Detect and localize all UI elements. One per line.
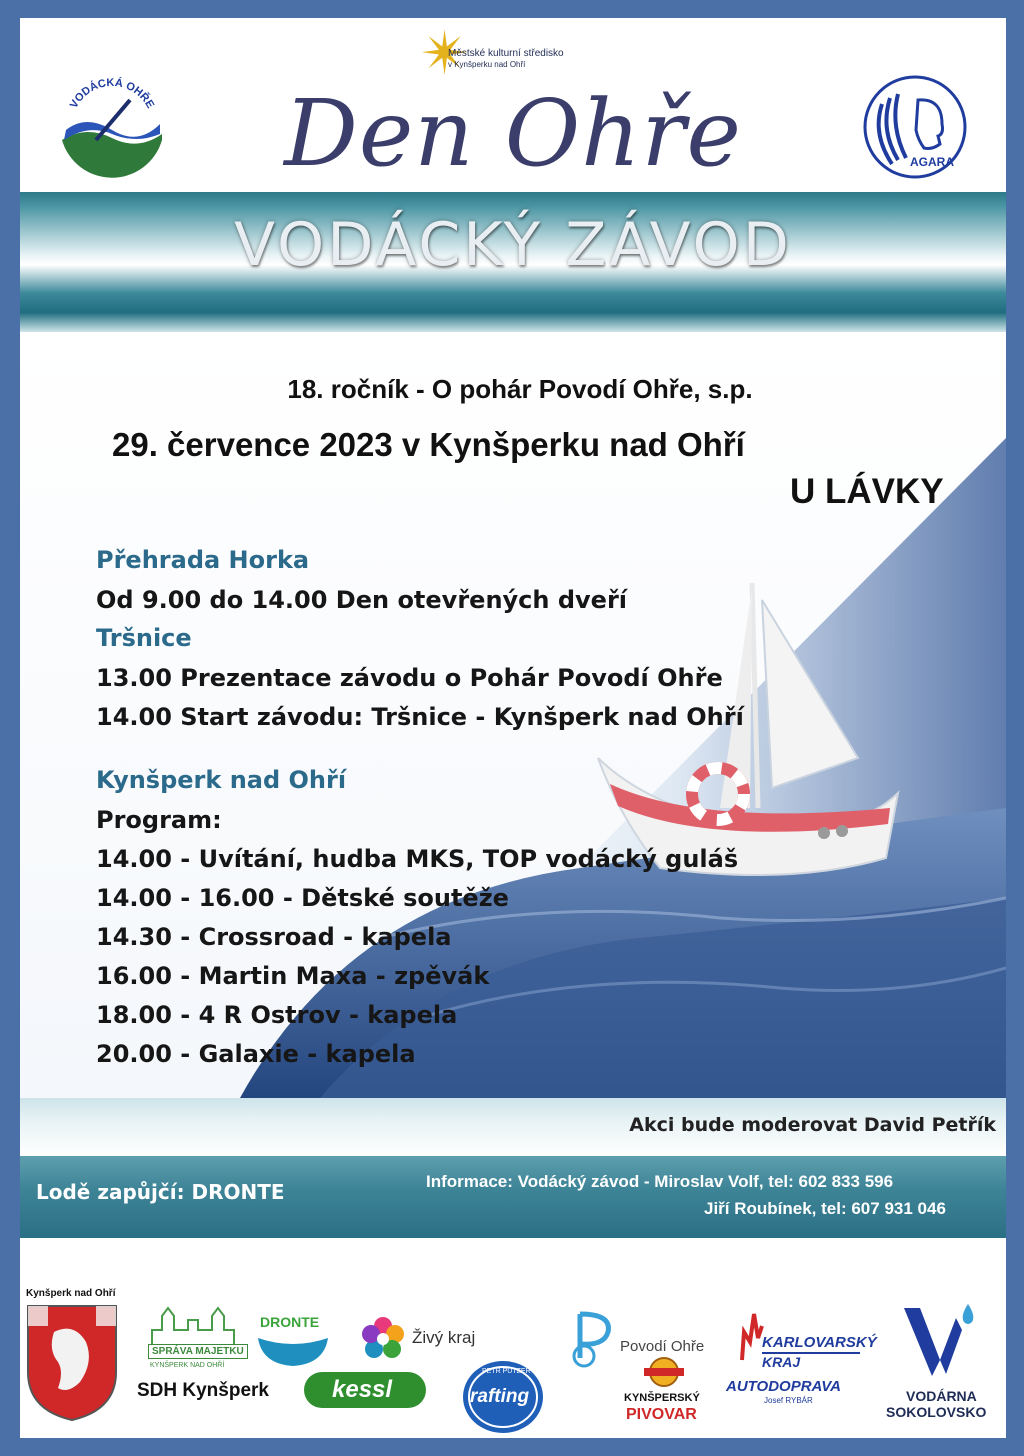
program-label: Program: xyxy=(96,806,222,834)
schedule-item: 14.00 - Uvítání, hudba MKS, TOP vodácký guláš xyxy=(96,845,739,873)
poster-title: Den Ohře xyxy=(284,80,742,187)
poster xyxy=(20,18,1006,1438)
logo-right-text: AGARA xyxy=(910,155,954,169)
sponsors-area xyxy=(20,1238,1006,1438)
moderator-text: Akci bude moderovat David Petřík xyxy=(629,1114,996,1136)
dronte-label: DRONTE xyxy=(260,1314,320,1330)
karlovarsky-kraj-logo xyxy=(738,1312,878,1372)
zivy-kraj-label: Živý kraj xyxy=(412,1328,476,1347)
karlovarsky-label: KARLOVARSKÝ xyxy=(762,1334,877,1351)
mks-line2: v Kynšperku nad Ohří xyxy=(448,60,526,69)
kynsperk-logo xyxy=(24,1288,124,1428)
trsnice-line: 14.00 Start závodu: Tršnice - Kynšperk nad Ohří xyxy=(96,703,744,731)
pivovar-emblem-icon xyxy=(644,1356,684,1390)
wave-icon xyxy=(256,1334,330,1368)
banner xyxy=(20,192,1006,332)
vodarna-label-1: VODÁRNA xyxy=(906,1388,977,1404)
dronte-logo xyxy=(256,1314,336,1374)
flower-icon xyxy=(358,1314,408,1364)
section-trsnice-title: Tršnice xyxy=(96,624,192,652)
sprava-majetku-logo xyxy=(142,1304,242,1374)
kessl-logo xyxy=(304,1372,426,1408)
main-content xyxy=(20,338,1006,1098)
info-line-1: Informace: Vodácký závod - Miroslav Volf, tel: 602 833 596 xyxy=(426,1172,894,1191)
star-icon: ✴ xyxy=(420,19,471,89)
schedule-item: 16.00 - Martin Maxa - zpěvák xyxy=(96,962,490,990)
schedule-item: 20.00 - Galaxie - kapela xyxy=(96,1040,416,1068)
date-place-line: 29. července 2023 v Kynšperku nad Ohří xyxy=(112,426,745,463)
vodarna-logo xyxy=(882,1300,992,1430)
crest-icon xyxy=(24,1302,120,1422)
section-kynsperk-title: Kynšperk nad Ohří xyxy=(96,766,347,794)
pivovar-label-1: KYNŠPERSKÝ xyxy=(624,1392,700,1404)
sdh-label: SDH Kynšperk xyxy=(137,1380,269,1401)
schedule-item: 14.00 - 16.00 - Dětské soutěže xyxy=(96,884,509,912)
kynsperk-label: Kynšperk nad Ohří xyxy=(26,1288,116,1299)
trsnice-line: 13.00 Prezentace závodu o Pohár Povodí Ohře xyxy=(96,664,723,692)
rafting-logo xyxy=(460,1358,546,1436)
logo-left-text: VODÁCKÁ OHŘE xyxy=(67,76,157,111)
banner-title: VODÁCKÝ ZÁVOD xyxy=(234,210,792,280)
vodarna-label-2: SOKOLOVSKO xyxy=(886,1404,987,1420)
kessl-label: kessl xyxy=(332,1376,393,1403)
boats-text: Lodě zapůjčí: DRONTE xyxy=(36,1180,285,1204)
sprava-sublabel: KYNŠPERK NAD OHŘÍ xyxy=(150,1362,225,1369)
rafting-label: rafting xyxy=(470,1386,530,1407)
kraj-label: KRAJ xyxy=(762,1352,860,1370)
pivovar-logo xyxy=(624,1356,704,1436)
schedule-item: 14.30 - Crossroad - kapela xyxy=(96,923,452,951)
autodoprava-logo xyxy=(726,1378,856,1418)
v-drop-icon xyxy=(900,1300,980,1380)
section-horka-line: Od 9.00 do 14.00 Den otevřených dveří xyxy=(96,586,627,614)
info-band xyxy=(20,1156,1006,1238)
rafting-top-label: PETR PUTZER xyxy=(482,1368,531,1375)
moderator-band xyxy=(20,1098,1006,1156)
sprava-label: SPRÁVA MAJETKU xyxy=(148,1344,248,1359)
location-line: U LÁVKY xyxy=(790,472,944,511)
kraj-icon xyxy=(738,1312,764,1362)
povodi-icon xyxy=(568,1308,620,1370)
agara-logo xyxy=(862,74,968,180)
info-line-2: Jiří Roubínek, tel: 607 931 046 xyxy=(704,1199,946,1218)
autodoprava-label: AUTODOPRAVA xyxy=(726,1378,842,1395)
edition-line: 18. ročník - O pohár Povodí Ohře, s.p. xyxy=(287,374,753,404)
section-horka-title: Přehrada Horka xyxy=(96,546,310,574)
povodi-label: Povodí Ohře xyxy=(620,1338,705,1355)
schedule-item: 18.00 - 4 R Ostrov - kapela xyxy=(96,1001,458,1029)
mks-line1: Městské kulturní středisko xyxy=(448,48,564,59)
castle-icon xyxy=(148,1304,238,1346)
pivovar-label-2: PIVOVAR xyxy=(626,1406,697,1423)
autodoprava-sublabel: Josef RYBÁR xyxy=(764,1396,813,1405)
